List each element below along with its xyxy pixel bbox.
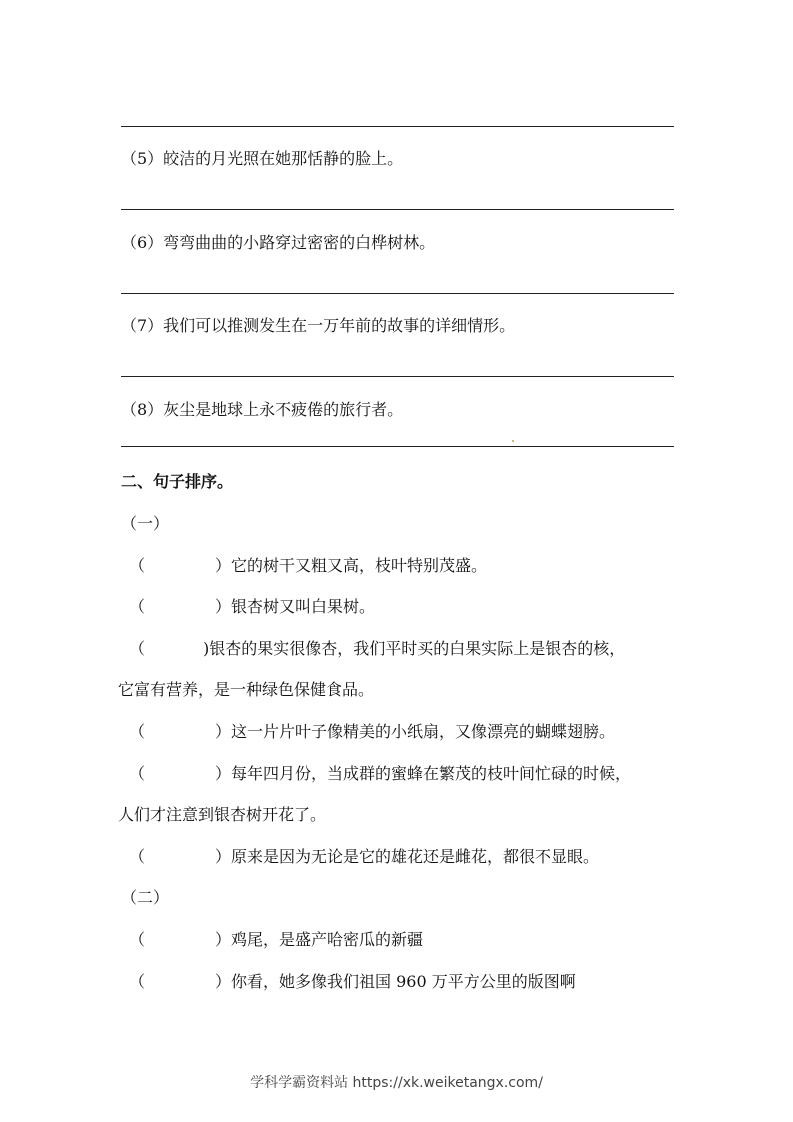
order-row-text: ）银杏树又叫白果树。 (215, 597, 376, 616)
order-row-text: ）每年四月份，当成群的蜜蜂在繁茂的枝叶间忙碌的时候， (215, 764, 632, 783)
order-row-text: ）鸡尾，是盛产哈密瓜的新疆 (215, 930, 424, 949)
order-row-text: ）原来是因为无论是它的雄花还是雌花，都很不显眼。 (215, 847, 600, 866)
order-row-text: ）它的树干又粗又高，枝叶特别茂盛。 (215, 556, 488, 575)
answer-blank-open[interactable]: （ (129, 972, 146, 991)
answer-blank-open[interactable]: （ (129, 722, 146, 741)
answer-blank-open[interactable]: （ (129, 847, 146, 866)
order-row-continuation: 人们才注意到银杏树开花了。 (118, 805, 327, 824)
answer-blank-open[interactable]: （ (129, 556, 146, 575)
answer-line (121, 446, 674, 447)
footer-source-link[interactable]: 学科学霸资料站 https://xk.weiketangx.com/ (250, 1075, 543, 1091)
speck-mark (512, 440, 514, 442)
answer-line (121, 376, 674, 377)
answer-line (121, 209, 674, 210)
answer-line (121, 293, 674, 294)
order-row-continuation: 它富有营养，是一种绿色保健食品。 (118, 680, 375, 699)
answer-blank-open[interactable]: （ (129, 597, 146, 616)
section-heading: 二、句子排序。 (121, 472, 234, 491)
group-label-1: （一） (121, 514, 170, 533)
answer-blank-open[interactable]: （ (129, 930, 146, 949)
answer-blank-open[interactable]: （ (129, 764, 146, 783)
sentence-item-7: （7）我们可以推测发生在一万年前的故事的详细情形。 (121, 316, 516, 335)
order-row-text: ）这一片片叶子像精美的小纸扇，又像漂亮的蝴蝶翅膀。 (215, 722, 616, 741)
group-label-2: （二） (121, 888, 170, 907)
order-row-text: ）你看，她多像我们祖国 960 万平方公里的版图啊 (215, 972, 576, 991)
sentence-item-6: （6）弯弯曲曲的小路穿过密密的白桦树林。 (121, 233, 436, 252)
sentence-item-8: （8）灰尘是地球上永不疲倦的旅行者。 (121, 400, 404, 419)
answer-blank-open[interactable]: （ (129, 639, 146, 658)
sentence-item-5: （5）皎洁的月光照在她那恬静的脸上。 (121, 149, 404, 168)
answer-line (121, 126, 674, 127)
order-row-text: )银杏的果实很像杏，我们平时买的白果实际上是银杏的核， (203, 639, 626, 658)
